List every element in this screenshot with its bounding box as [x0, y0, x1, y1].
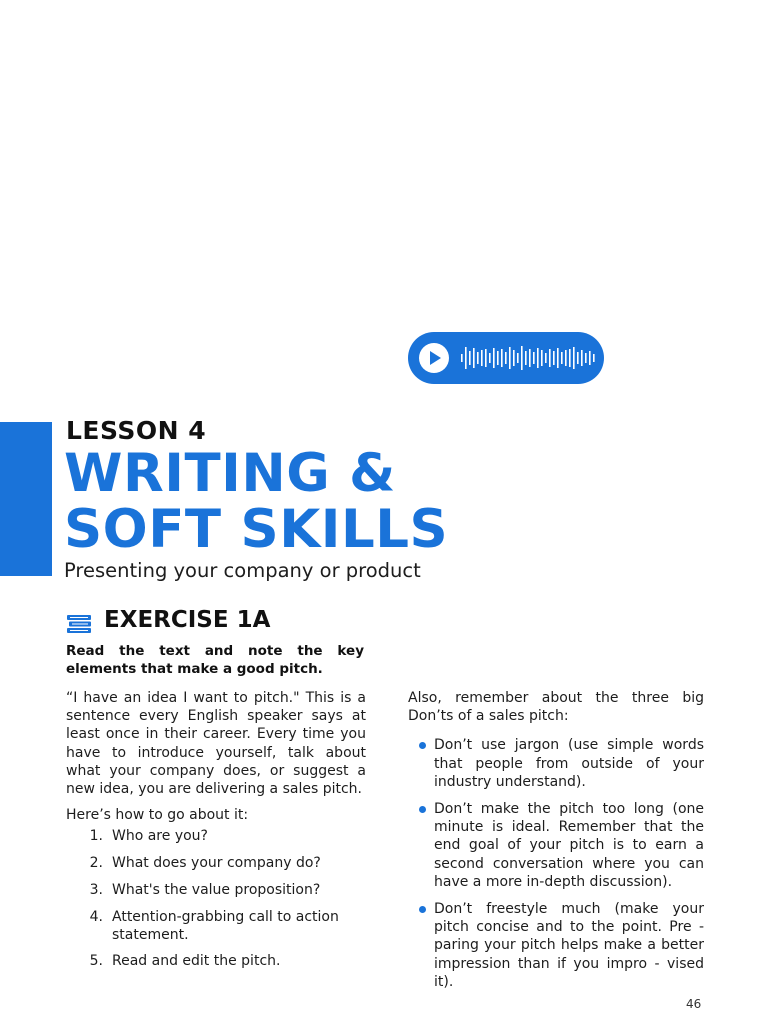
page-subtitle: Presenting your company or product: [64, 559, 421, 582]
waveform-bar: [505, 352, 507, 364]
waveform-bar: [561, 352, 563, 364]
waveform-bar: [593, 354, 595, 362]
waveform-bar: [473, 348, 475, 368]
step-text: What's the value proposition?: [112, 881, 321, 898]
bullet-text: Don’t freestyle much (make your pitch concise and to the point. Pre - paring your pitch helps make a better impression than if you impro - vised it).: [434, 901, 704, 990]
waveform-bar: [589, 351, 591, 365]
waveform-bar: [553, 351, 555, 365]
waveform-bar: [521, 346, 523, 370]
donts-list: [408, 736, 704, 991]
list-item: [62, 952, 374, 970]
step-text: Who are you?: [112, 828, 208, 845]
books-icon: [66, 614, 92, 634]
intro-paragraph: “I have an idea I want to pitch." This is a sentence every English speaker says at least once in their career. Every time you have to introduce yourself, talk about what your company does, or suggest a new idea, you are delivering a sales pitch.: [66, 690, 366, 798]
howto-label: Here’s how to go about it:: [66, 807, 249, 824]
waveform-bar: [537, 348, 539, 368]
waveform-bar: [513, 350, 515, 366]
exercise-instruction: Read the text and note the key elements that make a good pitch.: [66, 643, 364, 677]
waveform-bar: [509, 347, 511, 369]
waveform-bar: [549, 349, 551, 367]
waveform-bar: [533, 352, 535, 364]
title-line-1: WRITING &: [64, 443, 396, 504]
lesson-label: LESSON 4: [66, 416, 207, 445]
waveform-bar: [573, 347, 575, 369]
step-number: 5.: [89, 953, 103, 970]
waveform-bar: [461, 354, 463, 362]
waveform-bar: [517, 353, 519, 363]
waveform-bar: [493, 348, 495, 368]
list-item: [408, 900, 704, 991]
right-column: [408, 689, 704, 1000]
step-number: 3.: [89, 881, 103, 898]
left-column: [62, 689, 374, 979]
waveform-bar: [581, 350, 583, 366]
step-text: What does your company do?: [112, 855, 321, 872]
waveform-bar: [501, 349, 503, 367]
page-title: [64, 443, 449, 560]
title-line-2: SOFT SKILLS: [64, 499, 449, 560]
waveform-bar: [489, 353, 491, 363]
bullet-text: Don’t use jargon (use simple words that people from outside of your industry understand).: [434, 737, 704, 790]
waveform-icon: [460, 344, 596, 372]
bullet-dot-icon: [419, 906, 426, 913]
waveform-bar: [577, 352, 579, 364]
waveform-bar: [569, 349, 571, 367]
list-item: [62, 854, 374, 872]
page-number: 46: [686, 997, 702, 1011]
list-item: [408, 736, 704, 791]
list-item: [62, 908, 374, 944]
waveform-bar: [481, 350, 483, 366]
waveform-bar: [585, 353, 587, 363]
waveform-bar: [557, 348, 559, 368]
step-number: 4.: [89, 908, 103, 925]
accent-sidebar: [0, 422, 52, 576]
step-text: Read and edit the pitch.: [112, 953, 281, 970]
list-item: [62, 827, 374, 845]
waveform-bar: [565, 350, 567, 366]
exercise-title: EXERCISE 1A: [104, 607, 271, 633]
bullet-text: Don’t make the pitch too long (one minute is ideal. Remember that the end goal of your pitch is to earn a second conversation where you can have a more in-depth discussion).: [434, 801, 704, 890]
waveform-bar: [497, 351, 499, 365]
waveform-bar: [465, 347, 467, 369]
list-item: [62, 881, 374, 899]
play-icon[interactable]: [419, 343, 449, 373]
bullet-dot-icon: [419, 806, 426, 813]
waveform-bar: [541, 350, 543, 366]
waveform-bar: [545, 353, 547, 363]
step-number: 1.: [89, 828, 103, 845]
list-item: [408, 800, 704, 891]
waveform-bar: [477, 352, 479, 364]
donts-intro: Also, remember about the three big Don’ts of a sales pitch:: [408, 690, 704, 725]
waveform-bar: [469, 351, 471, 365]
bullet-dot-icon: [419, 742, 426, 749]
step-number: 2.: [89, 855, 103, 872]
waveform-bar: [525, 351, 527, 365]
steps-list: [62, 827, 374, 970]
step-text: Attention-grabbing call to action statement.: [112, 908, 339, 943]
waveform-bar: [485, 349, 487, 367]
waveform-bar: [529, 349, 531, 367]
